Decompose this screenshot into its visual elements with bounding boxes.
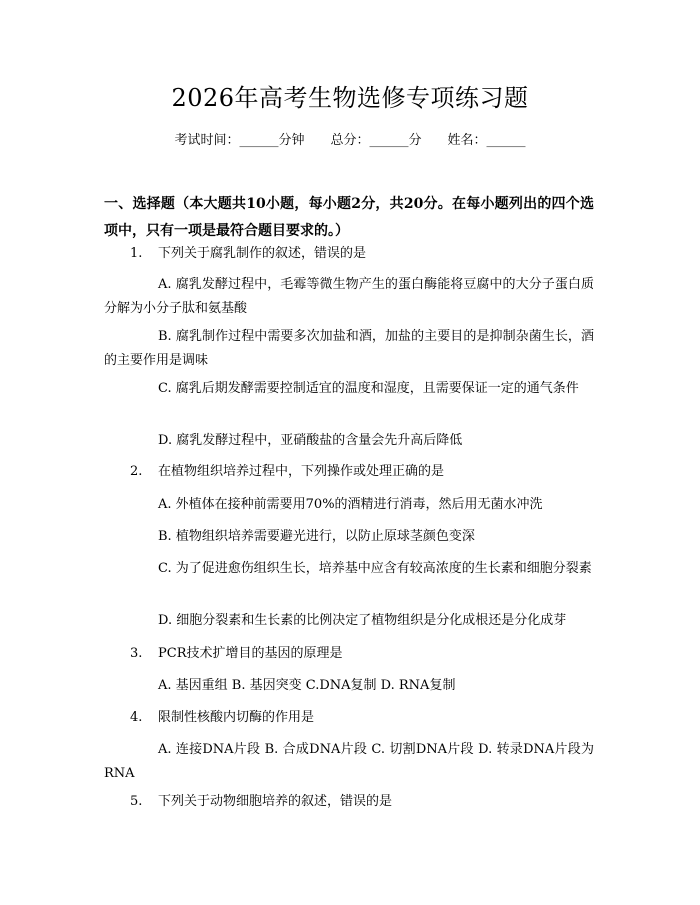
score-unit: 分: [408, 133, 422, 148]
question-number: 3.: [130, 646, 143, 661]
question-number: 5.: [130, 794, 143, 809]
question-stem: [104, 642, 594, 666]
question-stem: [104, 242, 594, 266]
time-blank: ______: [239, 133, 279, 148]
score-blank: ______: [369, 133, 409, 148]
answer-option: D. 腐乳发酵过程中，亚硝酸盐的含量会先升高后降低: [158, 433, 463, 448]
question-number: 2.: [130, 464, 143, 479]
question-text: 限制性核酸内切酶的作用是: [158, 710, 315, 725]
name-blank: ______: [486, 133, 526, 148]
name-label: 姓名：: [447, 133, 487, 148]
score-label: 总分：: [330, 133, 370, 148]
question-stem: [104, 790, 594, 814]
answer-option: C. 腐乳后期发酵需要控制适宜的温度和湿度，且需要保证一定的通气条件: [158, 381, 579, 396]
header-info: [0, 131, 700, 151]
answer-option: A. 连接DNA片段 B. 合成DNA片段 C. 切割DNA片段 D. 转录DNA片段为RNA: [104, 742, 594, 781]
answer-option: B. 腐乳制作过程中需要多次加盐和酒，加盐的主要目的是抑制杂菌生长，酒的主要作用是调味: [104, 329, 594, 368]
answer-option: A. 腐乳发酵过程中，毛霉等微生物产生的蛋白酶能将豆腐中的大分子蛋白质分解为小分子肽和氨基酸: [104, 277, 594, 316]
answer-option: A. 外植体在接种前需要用70%的酒精进行消毒，然后用无菌水冲洗: [158, 497, 543, 512]
question-stem: [104, 706, 594, 730]
answer-option: A. 基因重组 B. 基因突变 C.DNA复制 D. RNA复制: [158, 678, 456, 693]
question-number: 1.: [130, 246, 143, 261]
question-text: 下列关于腐乳制作的叙述，错误的是: [158, 246, 367, 261]
time-label: 考试时间：: [174, 133, 240, 148]
question-stem: [104, 460, 594, 484]
question-text: 在植物组织培养过程中，下列操作或处理正确的是: [158, 464, 445, 479]
page-title: 2026年高考生物选修专项练习题: [171, 84, 529, 112]
section-heading: 一、选择题（本大题共10小题，每小题2分，共20分。在每小题列出的四个选项中，只有一项是最符合题目要求的。）: [104, 196, 594, 239]
question-text: PCR技术扩增目的基因的原理是: [158, 646, 343, 661]
question-number: 4.: [130, 710, 143, 725]
answer-option: B. 植物组织培养需要避光进行，以防止原球茎颜色变深: [158, 529, 475, 544]
answer-option: D. 细胞分裂素和生长素的比例决定了植物组织是分化成根还是分化成芽: [158, 613, 567, 628]
answer-option: C. 为了促进愈伤组织生长，培养基中应含有较高浓度的生长素和细胞分裂素: [158, 561, 592, 576]
question-text: 下列关于动物细胞培养的叙述，错误的是: [158, 794, 393, 809]
time-unit: 分钟: [278, 133, 305, 148]
